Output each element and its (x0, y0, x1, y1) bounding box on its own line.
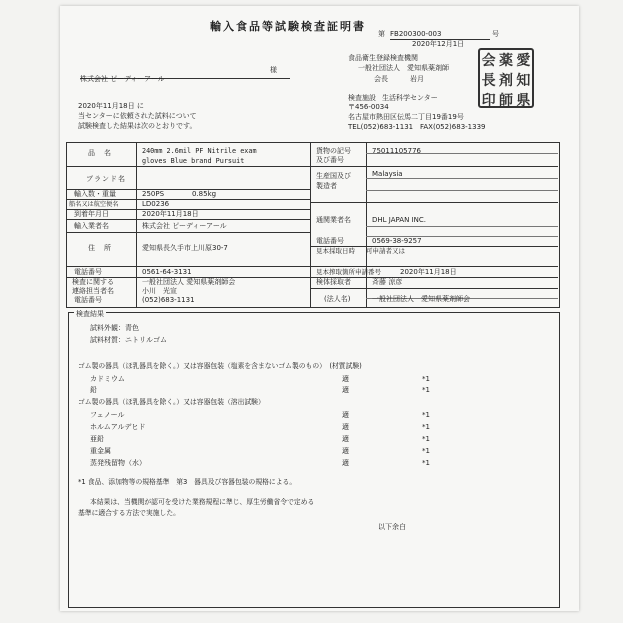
cargo-mark-label-1: 貨物の記号 (316, 147, 351, 155)
product-name-value-1: 240mm 2.6mil PF Nitrile exam (142, 147, 257, 155)
intro-line-3: 試験検査した結果は次のとおりです。 (78, 122, 197, 130)
test-item-name: ホルムアルデヒド (90, 423, 146, 431)
issue-date: 2020年12月1日 (412, 40, 465, 48)
issuer-person: 岩月 (410, 75, 424, 83)
test-item-name: フェノール (90, 411, 125, 419)
inspector-value: 斉藤 涼彦 (372, 278, 403, 286)
test-item-result: 適 (342, 411, 349, 419)
importer-name-value: 株式会社 ピーディーアール (142, 222, 227, 230)
origin-label-1: 生産国及び (316, 172, 351, 180)
conclusion-line-2: 基準に適合する方法で実施した。 (78, 509, 180, 517)
forwarder-phone-value: 0569-38-9257 (372, 237, 422, 245)
seal-char: 県 (516, 93, 531, 109)
seal-char: 愛 (516, 53, 531, 69)
test-item-name: 鉛 (90, 386, 97, 394)
lab-address: 名古屋市熱田区伝馬二丁目19番19号 (348, 113, 464, 121)
corporation-label: (法人名) (324, 295, 351, 303)
certificate-page (60, 6, 579, 611)
official-seal-stamp (478, 48, 534, 108)
test-item-note: *1 (422, 423, 430, 431)
seal-char: 会 (481, 53, 496, 69)
request-date-line: 2020年11月18日 に (78, 102, 144, 110)
certificate-number-suffix: 号 (492, 30, 499, 38)
test-item-result: 適 (342, 386, 349, 394)
results-section-title: 検査結果 (76, 310, 104, 318)
product-name-label: 品 名 (88, 149, 112, 157)
contact-phone-label: 電話番号 (74, 296, 102, 304)
closing-remark: 以下余白 (378, 523, 406, 531)
test-item-name: 亜鉛 (90, 435, 104, 443)
seal-char: 長 (481, 73, 496, 89)
contact-phone-value: (052)683-1131 (142, 296, 195, 304)
test-item-note: *1 (422, 411, 430, 419)
corporation-value: 一般社団法人 愛知県薬剤師会 (372, 295, 470, 303)
contact-label-2: 連絡担当者名 (72, 287, 114, 295)
elution-test-header: ゴム製の器具（ほ乳器具を除く。）又は容器包装（溶出試験） (78, 398, 265, 406)
lab-label: 検査施設 (348, 94, 376, 102)
quantity-value: 250PS (142, 190, 165, 198)
importer-phone-label: 電話番号 (74, 268, 102, 276)
rubber-material-test-header: ゴム製の器具（ほ乳器具を除く。）又は容器包装（塩素を含まないゴム製のもの） (材質試験) (78, 362, 362, 370)
test-item-name: 重金属 (90, 447, 111, 455)
importer-name-label: 輸入業者名 (74, 222, 109, 230)
intro-line-2: 当センターに依頼された試料について (78, 112, 197, 120)
issuer-org-name: 一般社団法人 愛知県薬剤師 (358, 64, 449, 72)
issuer-org-type: 食品衛生登録検査機関 (348, 54, 418, 62)
recipient-line (80, 66, 290, 83)
inspector-label: 検体採取者 (316, 278, 351, 286)
forwarder-phone-label: 電話番号 (316, 237, 344, 245)
seal-char: 印 (481, 93, 496, 109)
seal-char: 師 (498, 93, 513, 109)
test-item-note: *1 (422, 447, 430, 455)
vessel-name-label: 船名又は航空便名 (69, 201, 119, 208)
product-name-value-2: gloves Blue brand Pursuit (142, 157, 245, 165)
cert-date-value: 2020年11月18日 (400, 268, 457, 276)
test-item-result: 適 (342, 423, 349, 431)
forwarder-label: 通関業者名 (316, 216, 351, 224)
sample-place-label: 可申請者又は (366, 247, 405, 255)
test-item-result: 適 (342, 447, 349, 455)
recipient-honorific: 様 (270, 66, 277, 74)
test-item-name: カドミウム (90, 375, 125, 383)
test-item-result: 適 (342, 435, 349, 443)
certificate-number-prefix: 第 (378, 30, 385, 38)
cargo-mark-value: 75011105776 (372, 147, 421, 155)
conclusion-line-1: 本結果は、当機関が認可を受けた業務規程に準じ、厚生労働省令で定める (90, 498, 315, 506)
importer-phone-value: 0561-64-3131 (142, 268, 192, 276)
origin-label-2: 製造者 (316, 182, 337, 190)
quantity-weight-label: 輸入数・重量 (74, 190, 116, 198)
recipient-name: 株式会社 ピーディーアール (80, 75, 165, 83)
arrival-date-value: 2020年11月18日 (142, 210, 199, 218)
arrival-date-label: 到着年月日 (74, 210, 109, 218)
seal-char: 知 (516, 73, 531, 89)
contact-label-1: 検査に関する (72, 278, 114, 286)
contact-org-value: 一般社団法人 愛知県薬剤師会 (142, 278, 236, 286)
seal-char: 薬 (498, 53, 513, 69)
forwarder-value: DHL JAPAN INC. (372, 216, 426, 224)
lab-fax: FAX(052)683-1339 (420, 123, 486, 131)
test-item-note: *1 (422, 375, 430, 383)
importer-address-label: 住 所 (88, 244, 112, 252)
standard-footnote: *1 食品、添加物等の規格基準 第3 器具及び容器包装の規格による。 (78, 478, 297, 486)
test-item-result: 適 (342, 375, 349, 383)
issuer-role: 会長 (374, 75, 388, 83)
cargo-mark-label-2: 及び番号 (316, 156, 344, 164)
certificate-number: FB200300-003 (390, 30, 490, 40)
origin-country-value: Malaysia (372, 170, 403, 178)
test-item-note: *1 (422, 459, 430, 467)
weight-value: 0.85kg (192, 190, 217, 198)
importer-address-value: 愛知県長久手市上川原30-7 (142, 244, 228, 252)
brand-name-label: ブランド名 (86, 175, 126, 183)
test-item-note: *1 (422, 386, 430, 394)
document-title: 輸入食品等試験検査証明書 (210, 20, 366, 33)
sample-appearance: 試料外観：青色 (90, 324, 139, 332)
lab-name: 生活科学センター (382, 94, 438, 102)
seal-char: 剤 (498, 73, 513, 89)
test-item-note: *1 (422, 435, 430, 443)
vessel-name-value: LD0236 (142, 200, 170, 208)
sample-date-label: 見本採取日時 (316, 247, 355, 255)
sample-material: 試料材質：ニトリルゴム (90, 336, 167, 344)
lab-postal-code: 〒456-0034 (348, 103, 389, 111)
contact-name-value: 小川 光宣 (142, 287, 177, 295)
test-item-result: 適 (342, 459, 349, 467)
cert-date-label: 見本搾取箇所申請番号 (316, 268, 381, 276)
lab-phone: TEL(052)683-1131 (348, 123, 414, 131)
test-item-name: 蒸発残留物（水） (90, 459, 146, 467)
